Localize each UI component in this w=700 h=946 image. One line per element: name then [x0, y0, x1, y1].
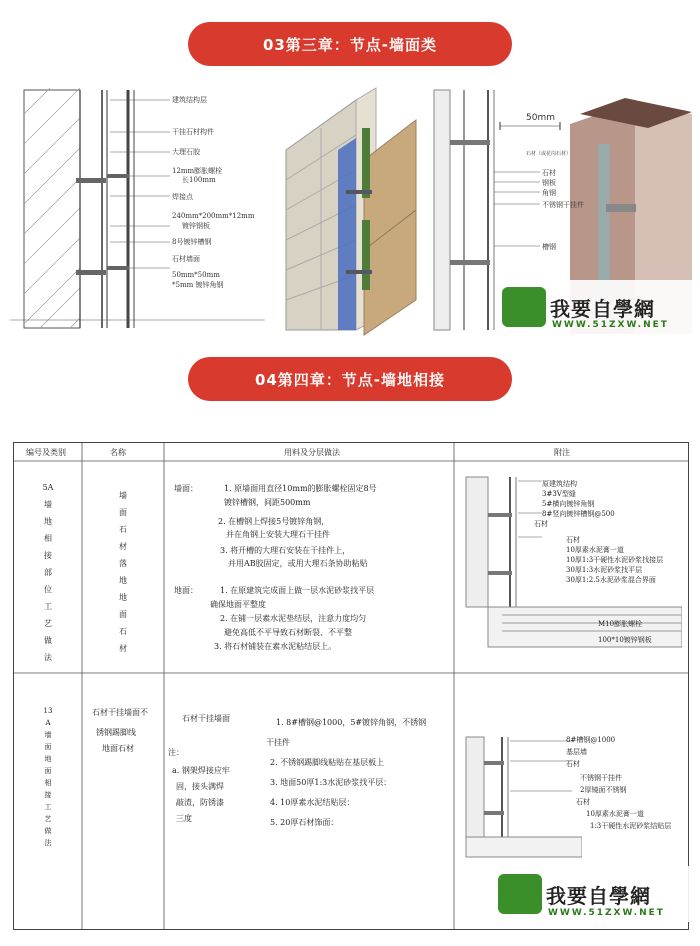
row2-step-3: 3. 地面50厚1:3水泥砂浆找平层： — [270, 778, 392, 787]
label-weld-point: 焊接点 — [172, 193, 193, 201]
row1-note-3: 5#横向镀锌角钢 — [542, 500, 595, 508]
row1-wall-step-2b: 并在角钢上安装大理石干挂件 — [226, 530, 330, 539]
row1-floor-step-2: 2. 在铺一层素水泥垫结层，注意力度均匀 — [220, 614, 367, 623]
dimension-50mm: 50mm — [526, 113, 555, 123]
header-notes: 附注 — [554, 448, 570, 457]
row1-floor-label: 地面： — [174, 586, 198, 595]
drawing-wall-section-2d — [10, 84, 265, 334]
row2-d-note-6: 石材 — [576, 798, 590, 806]
row1-note-2: 3#3V型缝 — [542, 490, 576, 498]
row2-step-5: 5. 20厚石材饰面： — [270, 818, 339, 827]
header-code: 编号及类别 — [26, 448, 66, 457]
logo-url: WWW.51ZXW.NET — [548, 908, 665, 918]
logo-v-leaf-icon — [502, 287, 546, 327]
label-bolt-length: 长100mm — [182, 176, 216, 184]
row1-wall-label: 墙面： — [174, 484, 198, 493]
construction-table — [13, 442, 689, 930]
row1-note-10: 30厚1:2.5水泥砂浆混合界面 — [566, 576, 656, 584]
row1-code: 5A墙地相接部位工艺做法 — [42, 483, 54, 662]
label-d3-stone: 石材 — [542, 169, 556, 177]
row1-wall-step-3b: 并用AB胶固定，或用大理石条协助粘贴 — [228, 559, 368, 568]
row2-title: 石材干挂墙面 — [182, 714, 230, 723]
row1-wall-step-3: 3. 将开槽的大理石安装在干挂件上， — [220, 546, 351, 555]
label-plate-size: 240mm*200mm*12mm — [172, 212, 255, 220]
row1-note-4: 8#竖向镀锌槽钢@500 — [542, 510, 615, 518]
label-d3-channel: 槽钢 — [542, 243, 556, 251]
header-name: 名称 — [110, 448, 126, 457]
label-angle-steel: *5mm 镀锌角钢 — [172, 281, 224, 289]
row1-wall-step-2: 2. 在槽钢上焊接5号镀锌角钢， — [218, 517, 330, 526]
row2-step-1: 1. 8#槽钢@1000，5#镀锌角钢，不锈钢 — [276, 718, 427, 727]
label-marble-glue: 大理石胶 — [172, 148, 200, 156]
section-2d-svg — [10, 84, 265, 334]
row1-note-1: 原建筑结构 — [542, 480, 577, 488]
label-d3-plate: 钢板 — [542, 179, 556, 187]
label-structure: 建筑结构层 — [172, 96, 207, 104]
row1-floor-step-3: 3. 将石材铺装在素水泥粘结层上。 — [214, 642, 337, 651]
section4-title-pill — [188, 357, 512, 401]
row1-note-6: 石材 — [566, 536, 580, 544]
label-expansion-bolt: 12mm膨胀螺栓 — [172, 167, 223, 175]
section3-title-pill — [188, 22, 512, 66]
row1-floor-step-1b: 确保地面平整度 — [210, 600, 266, 609]
row2-d-note-1: 8#槽钢@1000 — [566, 736, 616, 744]
row2-d-note-8: 1:3干硬性水泥砂浆结贴层 — [590, 822, 672, 830]
drawing-wall-3d — [276, 80, 426, 336]
row2-note-4: 三度 — [176, 814, 192, 823]
row1-name: 墙面石材落地地面石材 — [119, 491, 127, 653]
logo-brand-text: 我要自學網 — [546, 883, 651, 908]
row2-d-note-4: 不锈钢干挂件 — [580, 774, 622, 782]
row2-step-1b: 干挂件 — [266, 738, 290, 747]
wall-3d-svg — [276, 80, 426, 336]
row2-d-note-7: 10厚素水泥膏一道 — [586, 810, 644, 818]
row2-d-note-2: 基层墙 — [566, 748, 587, 756]
row2-d-note-3: 石材 — [566, 760, 580, 768]
row1-note-9: 30厚1:3水泥砂浆找平层 — [566, 566, 643, 574]
label-d3-hanger: 不锈钢干挂件 — [542, 201, 584, 209]
row2-note-3: 敲渣，防锈漆 — [176, 798, 224, 807]
row1-floor-step-1: 1. 在原建筑完成面上做一层水泥砂浆找平层 — [220, 586, 375, 595]
label-angle-size: 50mm*50mm — [172, 271, 220, 279]
row2-step-2: 2. 不锈钢踢脚线粘贴在基层板上 — [270, 758, 385, 767]
section4-title: 04第四章：节点-墙地相接 — [254, 370, 446, 389]
row2-d-note-5: 2厚镜面不锈钢 — [580, 786, 627, 794]
row2-code: 13A墙面地面相接工艺做法 — [43, 707, 53, 847]
watermark-logo-top — [502, 280, 692, 334]
row1-wall-step-1: 1. 原墙面用直径10mm的膨胀螺栓固定8号 — [224, 484, 377, 493]
logo-v-leaf-icon — [498, 874, 542, 914]
row1-floor-step-2b: 避免高低不平导致石材断裂、不平整 — [224, 628, 352, 637]
row2-name-2: 锈钢踢脚线 — [96, 728, 136, 737]
logo-url: WWW.51ZXW.NET — [552, 320, 669, 330]
row1-note-11: M10膨胀螺栓 — [598, 620, 643, 628]
row2-note-1: a. 钢架焊接应牢 — [172, 766, 230, 775]
watermark-logo-bottom — [498, 866, 692, 922]
row2-note-label: 注： — [168, 748, 184, 757]
label-galv-plate: 镀锌钢板 — [182, 222, 210, 230]
row2-detail-svg — [462, 731, 582, 861]
row2-name-3: 地面石材 — [102, 744, 134, 753]
row1-note-7: 10厚素水泥膏一道 — [566, 546, 624, 554]
row1-note-12: 100*10镀锌钢板 — [598, 636, 652, 644]
row1-note-8: 10厚1:3干硬性水泥砂浆找接层 — [566, 556, 664, 564]
row2-name-1: 石材干挂墙面不 — [92, 708, 148, 717]
row1-wall-step-1b: 镀锌槽钢，间距500mm — [224, 498, 311, 507]
section3-title: 03第三章：节点-墙面类 — [262, 35, 438, 54]
row2-note-2: 固，接头满焊 — [176, 782, 224, 791]
header-method: 用料及分层做法 — [284, 448, 340, 457]
logo-brand-text: 我要自學網 — [550, 296, 655, 321]
label-small-stone: 石材（或花岗石材） — [526, 151, 572, 157]
row1-note-5: 石材 — [534, 520, 548, 528]
label-stone-hanger: 干挂石材构件 — [172, 128, 214, 136]
label-stone-wall: 石材墙面 — [172, 255, 200, 263]
label-d3-angle: 角钢 — [542, 189, 556, 197]
row2-step-4: 4. 10厚素水泥结贴层： — [270, 798, 355, 807]
label-channel-steel: 8号镀锌槽钢 — [172, 238, 212, 246]
